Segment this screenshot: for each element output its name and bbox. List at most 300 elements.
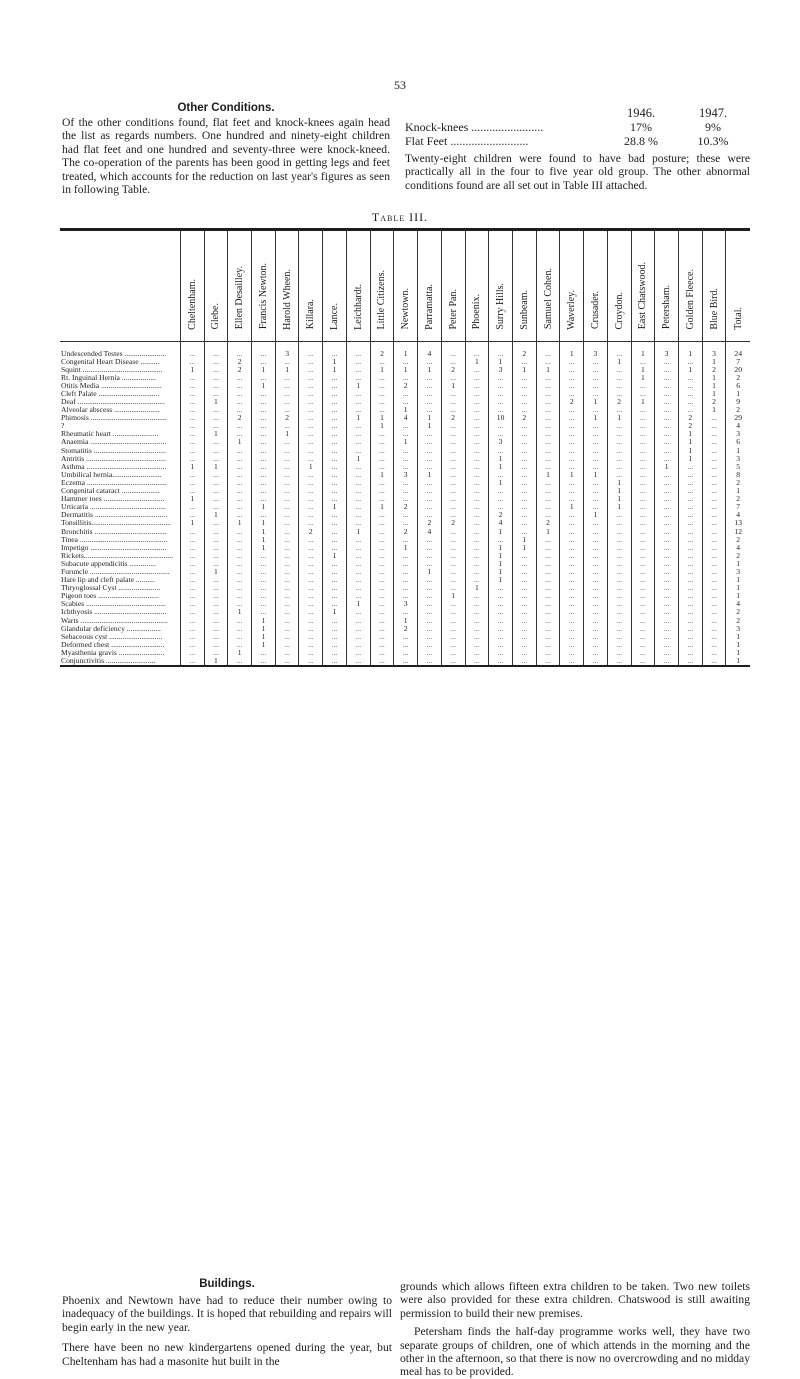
table-cell: ... (299, 600, 323, 608)
table-cell: ... (631, 479, 655, 487)
table-cell: 1 (678, 438, 702, 446)
table-cell: ... (655, 600, 679, 608)
table-cell: ... (512, 560, 536, 568)
table-cell: ... (584, 649, 608, 657)
table-cell: ... (394, 430, 418, 438)
table-cell: ... (346, 341, 370, 358)
table-cell: 1 (584, 471, 608, 479)
table-cell: 1 (489, 552, 513, 560)
table-cell: ... (370, 358, 394, 366)
table-cell: ... (394, 422, 418, 430)
column-header-label: Glebe. (210, 303, 222, 330)
table-cell: ... (631, 617, 655, 625)
table-cell: ... (584, 617, 608, 625)
table-cell: ... (346, 479, 370, 487)
table-cell: 4 (418, 527, 442, 535)
table-cell: ... (370, 552, 394, 560)
column-header-label: Newtown. (400, 288, 412, 330)
table-cell: 2 (489, 511, 513, 519)
table-cell: ... (323, 374, 347, 382)
table-cell: ... (678, 576, 702, 584)
table-cell: 3 (394, 600, 418, 608)
table-cell: 1 (370, 366, 394, 374)
table-cell: ... (228, 479, 252, 487)
table-cell: ... (536, 657, 560, 665)
table-cell: ... (418, 592, 442, 600)
table-cell: ... (465, 527, 489, 535)
table-cell: ... (323, 519, 347, 527)
table-cell: 1 (252, 633, 276, 641)
table-cell: ... (702, 422, 726, 430)
table-cell: ... (678, 552, 702, 560)
table-cell: ... (560, 511, 584, 519)
table-cell: ... (678, 536, 702, 544)
buildings-continuation (400, 1280, 750, 1379)
table-cell: 1 (204, 657, 228, 665)
table-cell: ... (465, 552, 489, 560)
table-cell: ... (252, 649, 276, 657)
table-cell: ... (536, 633, 560, 641)
table-cell: ... (584, 422, 608, 430)
table-cell: 1 (702, 358, 726, 366)
table-cell: ... (536, 487, 560, 495)
row-label: Tinea .............................................. (61, 534, 168, 544)
table-cell: ... (560, 657, 584, 665)
table-cell: ... (323, 649, 347, 657)
table-cell: 29 (726, 414, 750, 422)
table-cell: ... (418, 576, 442, 584)
table-cell: ... (418, 536, 442, 544)
table-cell: ... (204, 471, 228, 479)
table-cell: ... (370, 592, 394, 600)
column-header-label: Ellen Desailley. (234, 266, 246, 330)
table-cell: ... (180, 374, 204, 382)
table-cell: ... (252, 568, 276, 576)
column-header (489, 231, 513, 341)
table-cell: ... (607, 608, 631, 616)
table-cell: ... (275, 374, 299, 382)
table-cell: ... (631, 463, 655, 471)
table-cell: ... (252, 390, 276, 398)
table-cell: ... (228, 455, 252, 463)
table-cell: ... (418, 430, 442, 438)
table-cell: ... (489, 382, 513, 390)
table-cell: ... (678, 527, 702, 535)
table-cell: ... (678, 584, 702, 592)
table-cell: ... (204, 455, 228, 463)
table-cell: ... (323, 406, 347, 414)
table-cell: 1 (418, 422, 442, 430)
table-cell: 2 (726, 552, 750, 560)
table-cell: ... (702, 568, 726, 576)
table-cell: ... (536, 382, 560, 390)
table-cell: ... (678, 374, 702, 382)
table-cell: ... (370, 438, 394, 446)
table-cell: 1 (536, 471, 560, 479)
table-cell: ... (394, 633, 418, 641)
table-cell: ... (536, 447, 560, 455)
table-cell: ... (441, 608, 465, 616)
table-cell: 2 (536, 519, 560, 527)
table-cell: ... (323, 341, 347, 358)
table-cell: ... (678, 463, 702, 471)
table-cell: ... (180, 576, 204, 584)
table-cell: ... (678, 649, 702, 657)
table-cell: ... (394, 536, 418, 544)
table-cell: ... (465, 406, 489, 414)
table-cell: ... (584, 438, 608, 446)
table-cell: 2 (418, 519, 442, 527)
row-label: Myasthenia gravis ........................ (61, 647, 165, 657)
table-cell: ... (204, 438, 228, 446)
table-cell: ... (678, 560, 702, 568)
column-header (228, 231, 252, 341)
table-cell: ... (204, 536, 228, 544)
table-cell: ... (489, 600, 513, 608)
row-label: Squint .......................................... (61, 364, 163, 374)
table-cell: ... (370, 560, 394, 568)
table-cell: ... (560, 382, 584, 390)
column-header (536, 231, 560, 341)
table-cell: ... (323, 398, 347, 406)
table-cell: 1 (678, 447, 702, 455)
table-cell: ... (252, 552, 276, 560)
table-cell: ... (678, 608, 702, 616)
table-cell: ... (394, 552, 418, 560)
table-cell: ... (584, 584, 608, 592)
table-cell: ... (275, 527, 299, 535)
table-cell: 1 (204, 463, 228, 471)
row-label: Deaf .............................................. (61, 397, 165, 407)
table-cell: 1 (489, 568, 513, 576)
table-cell: ... (346, 544, 370, 552)
table-cell: 3 (275, 341, 299, 358)
table-cell: ... (607, 519, 631, 527)
table-cell: ... (489, 447, 513, 455)
table-cell: 2 (394, 527, 418, 535)
table-cell: 1 (252, 625, 276, 633)
table-cell: ... (252, 430, 276, 438)
table-cell: ... (560, 617, 584, 625)
table-cell: ... (180, 487, 204, 495)
table-cell: ... (465, 455, 489, 463)
table-cell: ... (584, 600, 608, 608)
table-cell: 4 (726, 600, 750, 608)
table-cell: 1 (299, 463, 323, 471)
table-cell: 1 (702, 374, 726, 382)
table-cell: ... (228, 584, 252, 592)
other-conditions-section (62, 102, 390, 196)
table-cell: ... (418, 617, 442, 625)
column-header (394, 231, 418, 341)
table-cell: ... (584, 382, 608, 390)
table-cell: ... (275, 406, 299, 414)
table-cell: ... (275, 617, 299, 625)
row-label: Cleft Palate ................................ (61, 388, 160, 398)
table-cell: 1 (489, 527, 513, 535)
table-cell: ... (323, 625, 347, 633)
table-cell: ... (370, 519, 394, 527)
table-cell: ... (607, 366, 631, 374)
table-cell: ... (441, 430, 465, 438)
row-label: Eczema .......................................... (61, 477, 167, 487)
table-cell: ... (370, 657, 394, 665)
table-cell: ... (346, 617, 370, 625)
table-cell: ... (275, 560, 299, 568)
table-cell: ... (252, 455, 276, 463)
table-cell: ... (299, 414, 323, 422)
table-cell: ... (204, 560, 228, 568)
table-cell: ... (536, 398, 560, 406)
table-cell: 1 (180, 495, 204, 503)
table-cell: ... (512, 527, 536, 535)
table-cell: 1 (726, 649, 750, 657)
table-cell: ... (489, 649, 513, 657)
table-cell: ... (560, 576, 584, 584)
table-cell: 1 (252, 366, 276, 374)
table-cell: ... (536, 536, 560, 544)
table-cell: ... (631, 568, 655, 576)
table-cell: ... (180, 414, 204, 422)
table-cell: ... (275, 592, 299, 600)
table-cell: ... (275, 657, 299, 665)
table-cell: ... (346, 511, 370, 519)
table-cell: ... (489, 471, 513, 479)
table-cell: ... (441, 527, 465, 535)
table-cell: 13 (726, 519, 750, 527)
table-cell: ... (465, 479, 489, 487)
column-header-label: Little Citizens. (376, 270, 388, 330)
table-cell: 2 (441, 519, 465, 527)
flat-feet-1947: 10.3% (697, 134, 729, 148)
table-cell: ... (228, 406, 252, 414)
table-cell: ... (584, 358, 608, 366)
table-cell: ... (204, 374, 228, 382)
row-label: Thryoglossal Cyst ...................... (61, 583, 161, 593)
table-cell: ... (299, 487, 323, 495)
table-cell: ... (346, 625, 370, 633)
table-cell: 4 (726, 422, 750, 430)
table-cell: 1 (275, 366, 299, 374)
row-label: Stomatitis ...................................... (61, 445, 166, 455)
table-cell: ... (465, 657, 489, 665)
table-cell: ... (465, 511, 489, 519)
table-cell: ... (465, 576, 489, 584)
table-cell: ... (607, 617, 631, 625)
column-header (275, 231, 299, 341)
table-cell: ... (702, 625, 726, 633)
table-cell: ... (346, 430, 370, 438)
table-cell: ... (323, 527, 347, 535)
table-cell: ... (655, 527, 679, 535)
table-cell: 2 (726, 406, 750, 414)
table-cell: ... (560, 390, 584, 398)
table-cell: ... (323, 633, 347, 641)
table-cell: ... (489, 374, 513, 382)
table-cell: ... (180, 584, 204, 592)
table-cell: 3 (489, 438, 513, 446)
table-cell: ... (607, 341, 631, 358)
table-cell: ... (702, 455, 726, 463)
table-cell: ... (702, 447, 726, 455)
table-cell: ... (394, 463, 418, 471)
table-cell: 1 (418, 414, 442, 422)
table-cell: ... (489, 341, 513, 358)
table-cell: ... (536, 617, 560, 625)
table-cell: 1 (489, 576, 513, 584)
table-row (60, 341, 750, 358)
table-cell: 2 (370, 341, 394, 358)
table-cell: ... (370, 479, 394, 487)
table-cell: ... (180, 471, 204, 479)
table-cell: ... (323, 511, 347, 519)
table-cell: 1 (204, 430, 228, 438)
table-cell: ... (489, 406, 513, 414)
table-cell: ... (678, 641, 702, 649)
table-cell: ... (607, 406, 631, 414)
table-cell: ... (655, 617, 679, 625)
table-cell: 1 (607, 487, 631, 495)
flat-feet-row (405, 135, 750, 149)
table-cell: 1 (465, 584, 489, 592)
row-label: Umbilical hernia.......................... (61, 469, 162, 479)
table-cell: ... (512, 422, 536, 430)
table-cell: ... (655, 584, 679, 592)
row-label: Antritis .......................................... (61, 453, 166, 463)
row-label: Dermatitis ...................................... (61, 510, 168, 520)
table-cell: ... (441, 649, 465, 657)
table-cell: ... (228, 560, 252, 568)
table-cell: 7 (726, 503, 750, 511)
column-header-label: Killara. (305, 299, 317, 330)
table-cell: ... (655, 552, 679, 560)
table-cell: ... (180, 479, 204, 487)
table-cell: ... (228, 511, 252, 519)
table-cell: ... (655, 438, 679, 446)
table-cell: 1 (275, 430, 299, 438)
table-cell: ... (536, 438, 560, 446)
table-cell: ... (655, 455, 679, 463)
table-cell: ... (228, 398, 252, 406)
table-cell: 2 (726, 374, 750, 382)
table-cell: ... (655, 390, 679, 398)
table-cell: ... (441, 471, 465, 479)
table-cell: ... (536, 625, 560, 633)
table-cell: ... (702, 527, 726, 535)
table-cell: ... (346, 552, 370, 560)
column-header-label: Harold Wheen. (281, 268, 293, 330)
column-header (346, 231, 370, 341)
table-cell: ... (655, 625, 679, 633)
row-label: Otitis Media ................................ (61, 380, 162, 390)
table-cell: ... (441, 617, 465, 625)
table-cell: ... (228, 382, 252, 390)
table-cell: ... (204, 382, 228, 390)
table-cell: ... (512, 479, 536, 487)
table-cell: ... (702, 584, 726, 592)
table-cell: ... (441, 479, 465, 487)
table-cell: ... (346, 471, 370, 479)
buildings-paragraph-2: There have been no new kindergartens opened during the year, but Cheltenham has had a masonite hut built in the (62, 1341, 392, 1368)
table-cell: ... (536, 568, 560, 576)
table-cell: 1 (607, 495, 631, 503)
table-cell: ... (394, 447, 418, 455)
table-cell: ... (228, 633, 252, 641)
table-cell: ... (252, 406, 276, 414)
table-cell: ... (560, 430, 584, 438)
table-cell: ... (394, 576, 418, 584)
table-cell: 1 (489, 358, 513, 366)
table-cell: ... (655, 649, 679, 657)
table-cell: ... (607, 463, 631, 471)
table-cell: ... (228, 463, 252, 471)
table-cell: ... (512, 519, 536, 527)
column-header-label: Peter Pan. (447, 288, 459, 330)
table-cell: ... (275, 455, 299, 463)
table-cell: ... (560, 422, 584, 430)
table-cell: 1 (252, 382, 276, 390)
table-cell: ... (465, 568, 489, 576)
table-cell: ... (607, 422, 631, 430)
table-cell: 2 (441, 366, 465, 374)
table-cell: 1 (726, 657, 750, 665)
table-cell: ... (180, 358, 204, 366)
table-cell: 2 (275, 414, 299, 422)
table-cell: 1 (323, 366, 347, 374)
table-cell: ... (441, 341, 465, 358)
table-cell: ... (441, 390, 465, 398)
table-cell: 2 (726, 617, 750, 625)
other-conditions-paragraph: Of the other conditions found, flat feet and knock-knees again head the list as regards numbers. One hundred and ninety-eight children had flat feet and one hundred and seventy-three were knock-kneed. The co-operation of the parents has been good in getting legs and feet treated, which accounts for the reduction on last year's figures as seen in following Table. (62, 116, 390, 197)
table-cell: ... (418, 584, 442, 592)
table-cell: ... (465, 641, 489, 649)
table-cell: ... (204, 584, 228, 592)
table-cell: ... (465, 382, 489, 390)
page-number: 53 (394, 78, 406, 92)
table-cell: ... (418, 455, 442, 463)
table-cell: ... (441, 560, 465, 568)
table-cell: 1 (465, 358, 489, 366)
table-cell: ... (418, 511, 442, 519)
table-cell: ... (441, 641, 465, 649)
table-cell: ... (607, 633, 631, 641)
table-cell: 3 (489, 366, 513, 374)
table-cell: ... (299, 568, 323, 576)
table-cell: ... (228, 390, 252, 398)
table-cell: ... (418, 479, 442, 487)
table-cell: 1 (702, 406, 726, 414)
table-cell: ... (465, 422, 489, 430)
table-cell: ... (536, 406, 560, 414)
table-cell: ... (584, 463, 608, 471)
table-cell: 4 (726, 511, 750, 519)
table-cell: ... (584, 536, 608, 544)
table-cell: ... (299, 641, 323, 649)
table-cell: ... (228, 600, 252, 608)
table-cell: ... (631, 422, 655, 430)
table-cell: ... (560, 536, 584, 544)
table-cell: ... (465, 608, 489, 616)
table-cell: ... (441, 358, 465, 366)
table-cell: ... (323, 447, 347, 455)
table-cell: ... (607, 390, 631, 398)
table-cell: ... (323, 600, 347, 608)
table-cell: ... (204, 552, 228, 560)
table-cell: ... (607, 576, 631, 584)
table-cell: ... (536, 455, 560, 463)
table-cell: ... (323, 657, 347, 665)
table-cell: ... (655, 398, 679, 406)
